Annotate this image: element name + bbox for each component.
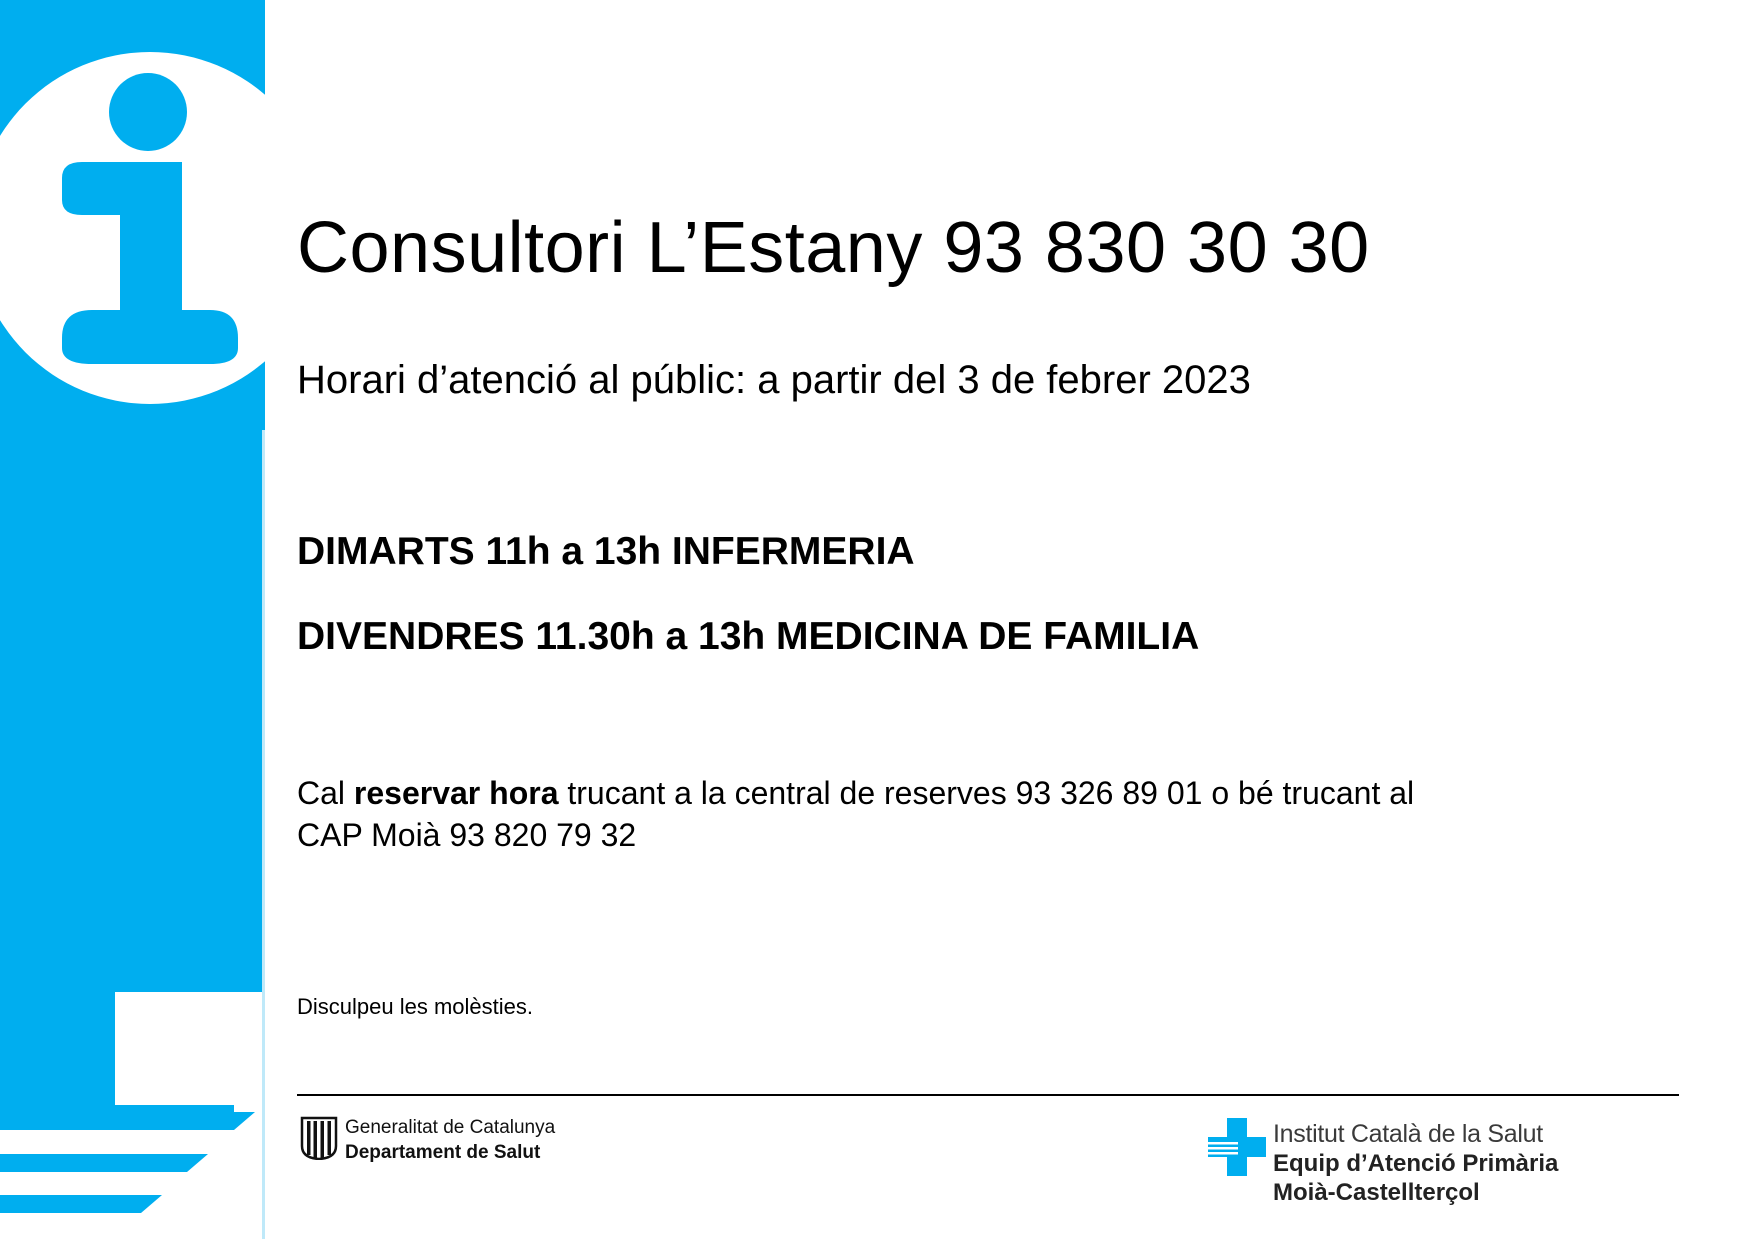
opening-hours-subtitle: Horari d’atenció al públic: a partir del 3 de febrer 2023 — [297, 358, 1251, 402]
schedule-line-friday: DIVENDRES 11.30h a 13h MEDICINA DE FAMILIA — [297, 615, 1200, 658]
footer-divider — [297, 1094, 1679, 1096]
schedule-line-tuesday: DIMARTS 11h a 13h INFERMERIA — [297, 530, 915, 573]
generalitat-name: Generalitat de Catalunya — [345, 1117, 556, 1138]
booking-text: trucant a la central de reserves 93 326 89 01 o bé trucant al — [558, 775, 1415, 811]
primary-care-area: Moià-Castellterçol — [1273, 1179, 1480, 1206]
department-name: Departament de Salut — [345, 1142, 541, 1163]
side-band — [0, 0, 265, 1239]
generalitat-emblem-icon — [300, 1116, 338, 1160]
apology-note: Disculpeu les molèsties. — [297, 994, 533, 1019]
booking-emphasis: reservar hora — [353, 775, 559, 811]
booking-phone-cap: CAP Moià 93 820 79 32 — [297, 817, 637, 853]
page-title: Consultori L’Estany 93 830 30 30 — [297, 208, 1370, 288]
medical-cross-icon — [1208, 1118, 1266, 1176]
booking-instructions — [297, 772, 1547, 856]
booking-prefix: Cal — [297, 775, 354, 811]
institution-name: Institut Català de la Salut — [1273, 1120, 1543, 1148]
primary-care-team: Equip d’Atenció Primària — [1273, 1150, 1559, 1177]
